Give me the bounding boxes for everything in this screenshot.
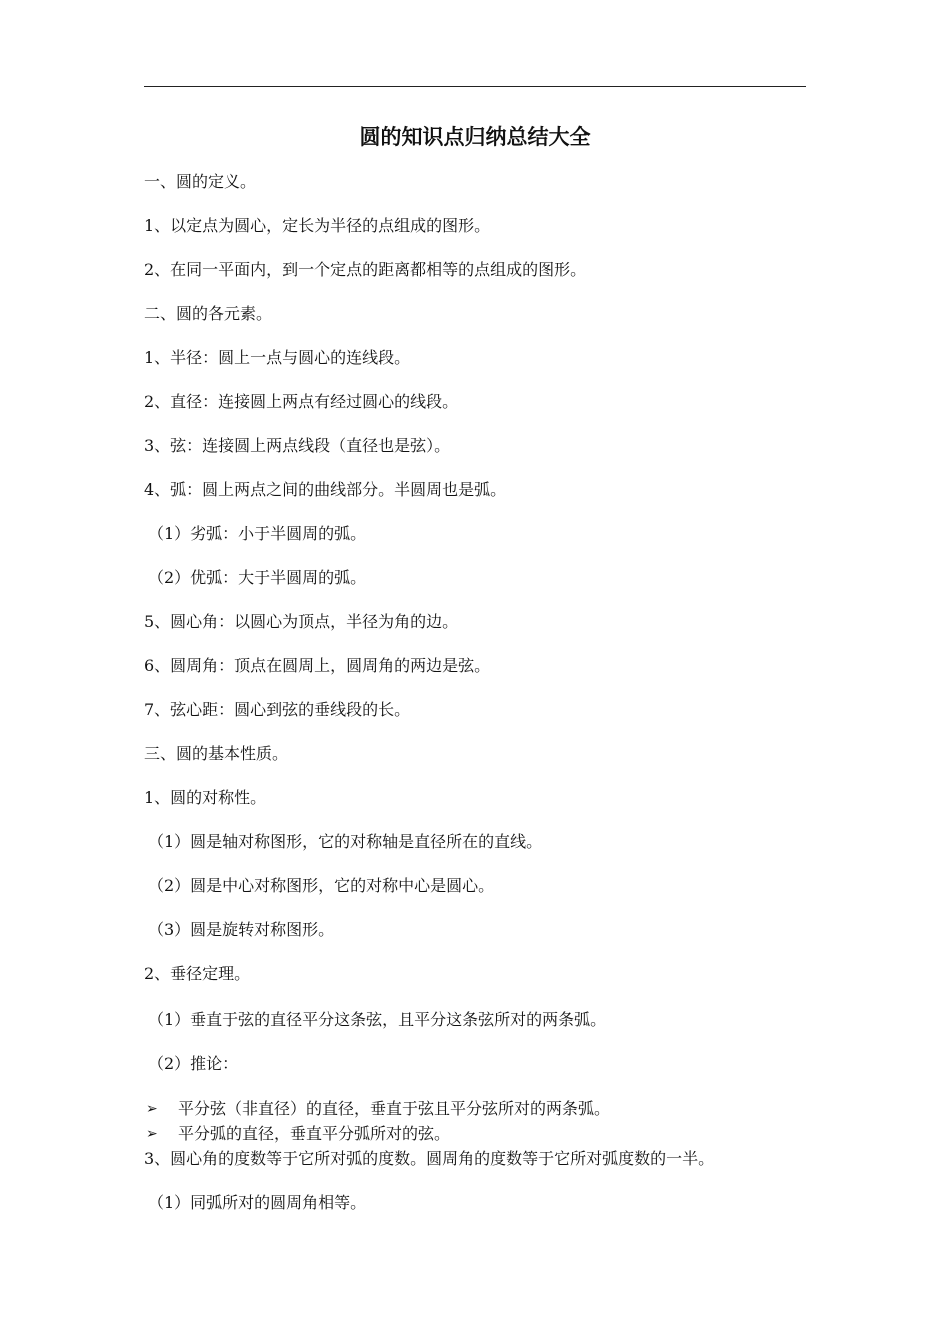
sub-item-line: （2）推论： bbox=[148, 1054, 239, 1073]
sub-item-line: （1）劣弧：小于半圆周的弧。 bbox=[148, 524, 367, 543]
sub-item-line: （1）同弧所对的圆周角相等。 bbox=[148, 1193, 367, 1212]
sub-item-line: （1）垂直于弦的直径平分这条弦，且平分这条弦所对的两条弧。 bbox=[148, 1010, 607, 1029]
body-line: 5、圆心角：以圆心为顶点，半径为角的边。 bbox=[144, 612, 459, 631]
body-line: 4、弧：圆上两点之间的曲线部分。半圆周也是弧。 bbox=[144, 480, 507, 499]
arrow-bullet-icon: ➢ bbox=[146, 1101, 158, 1117]
arrow-bullet-icon: ➢ bbox=[146, 1126, 158, 1142]
body-line: 1、圆的对称性。 bbox=[144, 788, 267, 807]
body-line: 6、圆周角：顶点在圆周上，圆周角的两边是弦。 bbox=[144, 656, 491, 675]
sub-item-line: （2）圆是中心对称图形，它的对称中心是圆心。 bbox=[148, 876, 495, 895]
sub-item-line: （2）优弧：大于半圆周的弧。 bbox=[148, 568, 367, 587]
body-line: 7、弦心距：圆心到弦的垂线段的长。 bbox=[144, 700, 411, 719]
sub-item-line: （3）圆是旋转对称图形。 bbox=[148, 920, 335, 939]
body-line: 3、圆心角的度数等于它所对弧的度数。圆周角的度数等于它所对弧度数的一半。 bbox=[144, 1149, 715, 1168]
section-heading: 三、圆的基本性质。 bbox=[144, 744, 289, 763]
body-line: 1、半径：圆上一点与圆心的连线段。 bbox=[144, 348, 411, 367]
body-line: 3、弦：连接圆上两点线段（直径也是弦）。 bbox=[144, 436, 451, 455]
section-heading: 二、圆的各元素。 bbox=[144, 304, 273, 323]
sub-item-line: （1）圆是轴对称图形，它的对称轴是直径所在的直线。 bbox=[148, 832, 543, 851]
body-line: 1、以定点为圆心，定长为半径的点组成的图形。 bbox=[144, 216, 491, 235]
body-line: 2、垂径定理。 bbox=[144, 964, 251, 983]
document-title: 圆的知识点归纳总结大全 bbox=[359, 125, 591, 149]
header-rule bbox=[144, 86, 806, 87]
body-line: 2、直径：连接圆上两点有经过圆心的线段。 bbox=[144, 392, 459, 411]
section-heading: 一、圆的定义。 bbox=[144, 172, 257, 191]
bullet-item: 平分弦（非直径）的直径，垂直于弦且平分弦所对的两条弧。 bbox=[178, 1099, 611, 1118]
bullet-item: 平分弧的直径，垂直平分弧所对的弦。 bbox=[178, 1124, 451, 1143]
body-line: 2、在同一平面内，到一个定点的距离都相等的点组成的图形。 bbox=[144, 260, 587, 279]
